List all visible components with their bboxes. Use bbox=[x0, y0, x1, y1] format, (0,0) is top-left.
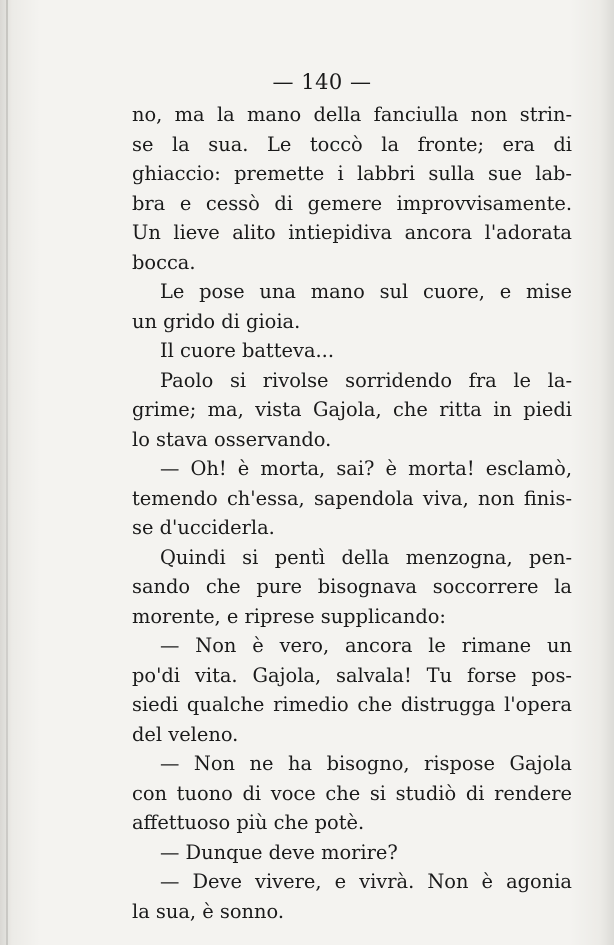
text-line: la sua, è sonno. bbox=[132, 899, 284, 923]
text-line: no, ma la mano della fanciulla non strin- bbox=[132, 103, 572, 126]
text-line: Le pose una mano sul cuore, e mise bbox=[160, 280, 572, 303]
text-line: Quindi si pentì della menzogna, pen- bbox=[160, 545, 572, 569]
text-line: Un lieve alito intiepidiva ancora l'adorata bbox=[132, 221, 572, 244]
text-line: — Oh! è morta, sai? è morta! esclamò, bbox=[160, 457, 572, 480]
text-line: lo stava osservando. bbox=[132, 427, 332, 451]
text-line: se d'ucciderla. bbox=[132, 516, 275, 539]
text-line: temendo ch'essa, sapendola viva, non finis- bbox=[132, 486, 572, 510]
text-line: con tuono di voce che si studiò di rendere bbox=[132, 781, 572, 805]
text-line: bra e cessò di gemere improvvisamente. bbox=[132, 191, 572, 215]
page-gutter-edge bbox=[6, 0, 8, 945]
text-line: ghiaccio: premette i labbri sulla sue lab- bbox=[132, 162, 572, 185]
text-line: grime; ma, vista Gajola, che ritta in piedi bbox=[132, 398, 572, 421]
text-line: un grido di gioia. bbox=[132, 309, 301, 333]
text-line: se la sua. Le toccò la fronte; era di bbox=[132, 132, 572, 156]
text-line: Paolo si rivolse sorridendo fra le la- bbox=[160, 368, 572, 392]
text-line: del veleno. bbox=[132, 722, 239, 746]
text-line: Il cuore batteva... bbox=[160, 339, 334, 362]
text-line: sando che pure bisognava soccorrere la bbox=[132, 575, 572, 598]
page-number: — 140 — bbox=[272, 70, 372, 94]
text-line: po'di vita. Gajola, salvala! Tu forse pos- bbox=[132, 663, 572, 687]
text-line: bocca. bbox=[132, 250, 196, 274]
text-line: affettuoso più che potè. bbox=[132, 811, 365, 834]
text-line: — Non ne ha bisogno, rispose Gajola bbox=[160, 752, 572, 775]
text-line: siedi qualche rimedio che distrugga l'opera bbox=[132, 693, 572, 716]
text-line: — Deve vivere, e vivrà. Non è agonia bbox=[160, 870, 572, 893]
body-text bbox=[132, 100, 572, 926]
text-line: morente, e riprese supplicando: bbox=[132, 604, 446, 628]
text-line: — Non è vero, ancora le rimane un bbox=[160, 634, 572, 657]
text-line: — Dunque deve morire? bbox=[160, 840, 398, 864]
